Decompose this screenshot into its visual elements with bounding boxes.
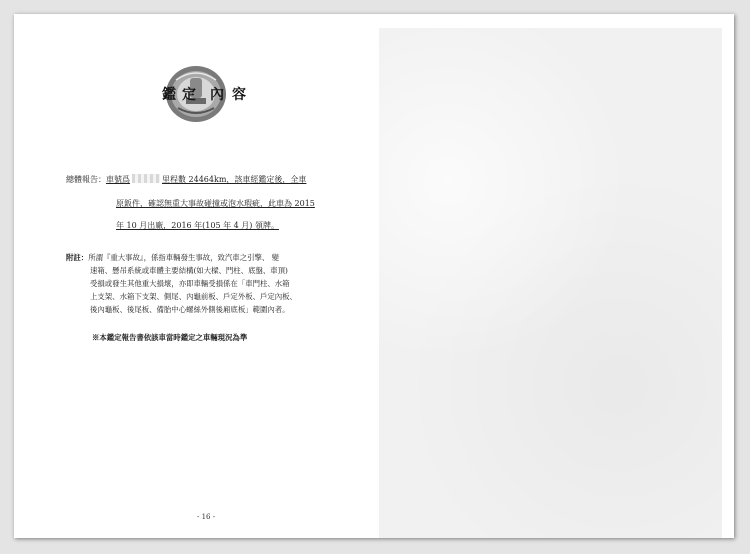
summary-label: 總體報告： — [66, 175, 106, 184]
summary-line-2: 原鈑件，確認無重大事故碰撞或泡水瑕疵，此車為 2015 — [116, 199, 315, 208]
note-line-1 — [66, 252, 279, 263]
heading-char-2: 定 — [182, 87, 196, 103]
heading-char-1: 鑑 — [162, 87, 176, 103]
note-line-5: 後內龜板、後尾板、備胎中心螺絲外側後廂底板」範圍內者。 — [90, 305, 290, 314]
document-spread — [14, 14, 734, 538]
disclaimer: ※本鑑定報告書依該車當時鑑定之車輛現況為準 — [92, 333, 248, 342]
left-page — [14, 14, 376, 538]
summary-line1-suffix: 里程數 24464km，該車經鑑定後，全車 — [162, 175, 307, 184]
heading-char-4: 容 — [232, 87, 246, 103]
note-line-4: 上支架、水箱下支架、側尾、內龜前板、戶定外板、戶定內板、 — [90, 292, 297, 301]
heading-char-3: 內 — [210, 87, 224, 103]
page-number: - 16 - — [197, 513, 216, 521]
note-label: 附註： — [66, 253, 89, 262]
summary-line-1 — [66, 174, 306, 185]
note-line-2: 速箱、懸吊系統或車體主要結構(如大樑、門柱、底盤、車頂) — [90, 266, 288, 275]
redacted-plate — [132, 174, 160, 183]
summary-line-3: 年 10 月出廠，2016 年(105 年 4 月) 領牌。 — [116, 221, 279, 230]
summary-line1-prefix: 車號爲 — [106, 175, 130, 184]
right-page-blank — [379, 28, 722, 538]
note-text-1: 所謂『重大事故』，係指車輛發生事故，致汽車之引擎、 變 — [88, 253, 279, 262]
note-line-3: 受損或發生其他重大損壞，亦即車輛受損係在「車門柱、水箱 — [90, 279, 290, 288]
